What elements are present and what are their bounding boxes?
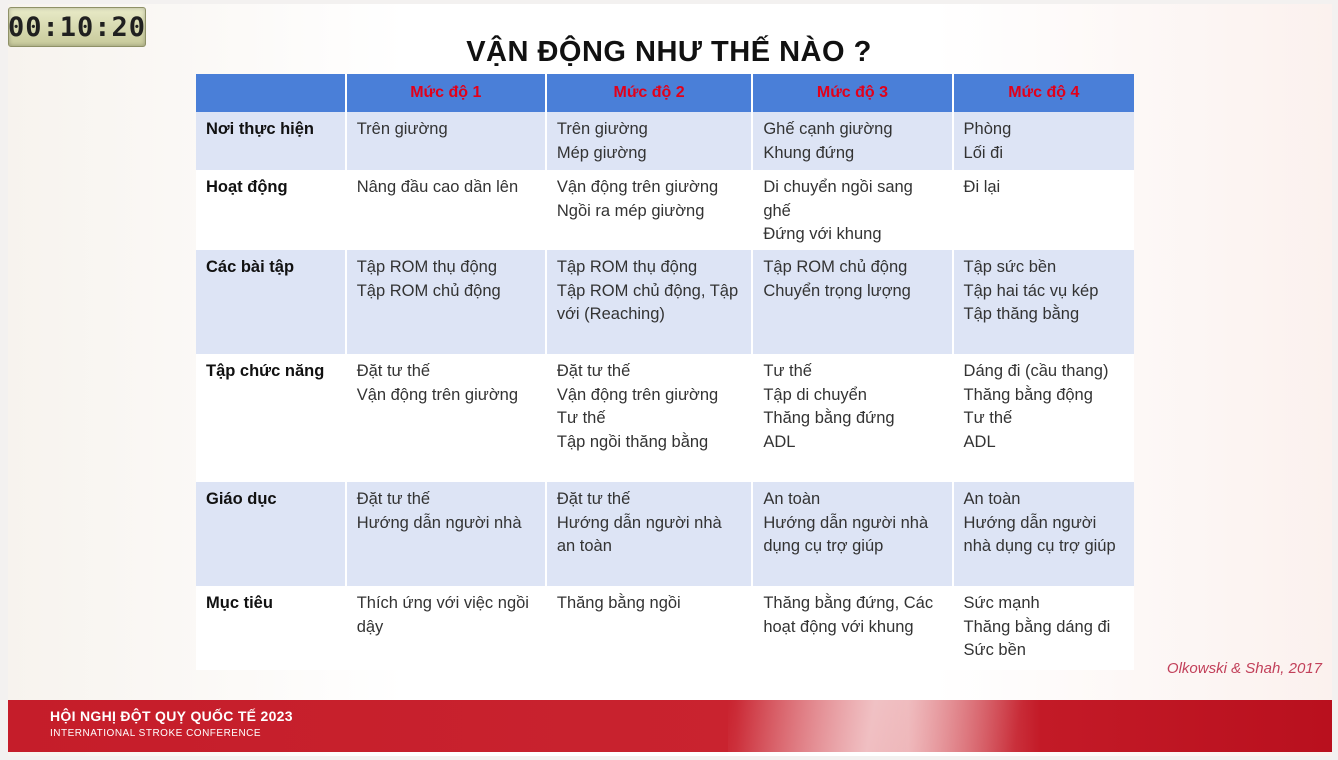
table-header-row [196, 74, 1134, 112]
header-cell-level-2: Mức độ 2 [547, 74, 753, 112]
cell-content [753, 170, 951, 247]
row-header-cell [196, 586, 347, 670]
conference-name-en: INTERNATIONAL STROKE CONFERENCE [50, 728, 262, 739]
table-cell [954, 482, 1134, 586]
cell-line: Thăng bằng dáng đi [963, 617, 1111, 636]
cell-line: Hướng dẫn người nhà an toàn [556, 513, 722, 555]
table-cell [347, 112, 547, 170]
header-cell-empty [196, 74, 347, 112]
cell-line: Di chuyển ngồi sang ghế [763, 178, 913, 220]
cell-content [954, 354, 1134, 454]
table-cell [753, 250, 953, 354]
table-body [196, 112, 1134, 670]
elapsed-timer: 00:10:20 [8, 7, 146, 47]
row-label: Nơi thực hiện [206, 120, 315, 138]
cell-line: Đặt tư thế [356, 362, 431, 380]
table-cell [347, 354, 547, 482]
table-cell [753, 354, 953, 482]
table-cell [547, 482, 753, 586]
row-header-cell [196, 170, 347, 250]
cell-line: Mép giường [556, 143, 647, 162]
cell-line: Đi lại [963, 178, 1001, 196]
cell-line: ADL [963, 432, 996, 451]
cell-content [753, 586, 951, 639]
cell-line: Nâng đầu cao dần lên [356, 178, 519, 196]
table-cell [347, 250, 547, 354]
cell-content [753, 354, 951, 454]
table-cell [753, 112, 953, 170]
table-cell [547, 170, 753, 250]
table-cell [347, 170, 547, 250]
cell-content [954, 482, 1134, 559]
cell-line: Vận động trên giường [356, 385, 518, 404]
cell-line: Đặt tư thế [356, 490, 431, 508]
cell-content [547, 354, 751, 454]
cell-line: Tập ROM thụ động [556, 258, 698, 276]
table-row [196, 112, 1134, 170]
cell-line: Hướng dẫn người nhà dụng cụ trợ giúp [963, 513, 1116, 555]
table-cell [547, 354, 753, 482]
cell-content [547, 586, 751, 616]
cell-line: Thăng bằng động [963, 385, 1093, 404]
cell-line: Vận động trên giường [556, 178, 719, 196]
table-row [196, 170, 1134, 250]
cell-line: An toàn [763, 490, 821, 508]
cell-line: Ngồi ra mép giường [556, 201, 705, 220]
table-cell [547, 586, 753, 670]
cell-line: Tập ngồi thăng bằng [556, 432, 709, 451]
row-header-cell [196, 112, 347, 170]
cell-line: Chuyển trọng lượng [763, 281, 911, 300]
cell-content [547, 170, 751, 223]
table-cell [954, 586, 1134, 670]
cell-line: Tập sức bền [963, 258, 1057, 276]
cell-line: Ghế cạnh giường [763, 120, 893, 138]
row-header-cell [196, 482, 347, 586]
cell-line: Tập thăng bằng [963, 305, 1080, 323]
cell-line: Tập hai tác vụ kép [963, 281, 1099, 300]
cell-content [347, 586, 545, 639]
conference-name-vi: HỘI NGHỊ ĐỘT QUỴ QUỐC TẾ 2023 [50, 708, 293, 724]
cell-line: Tập ROM chủ động, Tập với (Reaching) [556, 281, 739, 323]
cell-line: Tư thế [963, 409, 1013, 427]
cell-content [954, 170, 1134, 200]
cell-content [547, 482, 751, 559]
cell-content [347, 354, 545, 407]
cell-line: Đứng với khung [763, 225, 882, 243]
table-cell [954, 250, 1134, 354]
table-cell [547, 250, 753, 354]
footer-decor-stripe [728, 700, 1088, 752]
cell-line: Thăng bằng ngồi [556, 594, 681, 612]
cell-line: Tập ROM chủ động [763, 258, 908, 276]
cell-line: Đặt tư thế [556, 362, 631, 380]
cell-line: Hướng dẫn người nhà dụng cụ trợ giúp [763, 513, 929, 555]
cell-content [347, 170, 545, 200]
cell-content [954, 586, 1134, 663]
cell-line: Sức mạnh [963, 594, 1040, 612]
table-cell [753, 170, 953, 250]
cell-line: Trên giường [556, 120, 648, 138]
cell-content [753, 112, 951, 165]
table-cell [347, 586, 547, 670]
cell-line: Sức bền [963, 641, 1026, 659]
cell-content [753, 482, 951, 559]
cell-line: Dáng đi (cầu thang) [963, 362, 1109, 380]
cell-content [547, 250, 751, 327]
header-cell-level-1: Mức độ 1 [347, 74, 547, 112]
cell-line: Tập ROM thụ động [356, 258, 498, 276]
header-cell-level-3: Mức độ 3 [753, 74, 953, 112]
cell-line: Trên giường [356, 120, 448, 138]
cell-line: Thích ứng với việc ngồi dậy [356, 594, 529, 636]
citation: Olkowski & Shah, 2017 [1166, 660, 1322, 677]
table-cell [753, 586, 953, 670]
cell-line: Đặt tư thế [556, 490, 631, 508]
cell-line: Hướng dẫn người nhà [356, 513, 522, 532]
row-header-cell [196, 250, 347, 354]
cell-line: Tập di chuyển [763, 385, 867, 404]
cell-line: Thăng bằng đứng, Các hoạt động với khung [763, 594, 934, 636]
table-row [196, 354, 1134, 482]
table-row [196, 250, 1134, 354]
cell-line: Tập ROM chủ động [356, 281, 501, 300]
row-header-cell [196, 354, 347, 482]
cell-line: Phòng [963, 120, 1012, 138]
cell-line: An toàn [963, 490, 1021, 508]
table-row [196, 482, 1134, 586]
table-cell [347, 482, 547, 586]
table-cell [547, 112, 753, 170]
cell-line: ADL [763, 432, 796, 451]
table-cell [753, 482, 953, 586]
row-label: Tập chức năng [206, 362, 325, 380]
cell-content [954, 112, 1134, 165]
table-row [196, 586, 1134, 670]
cell-line: Tư thế [763, 362, 812, 380]
row-label: Hoạt động [206, 178, 288, 196]
cell-content [954, 250, 1134, 327]
cell-line: Lối đi [963, 143, 1003, 162]
row-label: Các bài tập [206, 258, 295, 276]
table-cell [954, 170, 1134, 250]
row-label: Giáo dục [206, 490, 277, 508]
cell-content [347, 112, 545, 142]
cell-line: Vận động trên giường [556, 385, 719, 404]
cell-content [547, 112, 751, 165]
cell-content [347, 482, 545, 535]
slide-title: VẬN ĐỘNG NHƯ THẾ NÀO ? [466, 36, 872, 68]
cell-line: Thăng bằng đứng [763, 409, 895, 427]
cell-content [347, 250, 545, 303]
table-cell [954, 354, 1134, 482]
cell-line: Tư thế [556, 409, 606, 427]
cell-line: Khung đứng [763, 143, 855, 162]
conference-footer-banner [8, 700, 1332, 752]
exercise-level-table [196, 74, 1134, 670]
header-cell-level-4: Mức độ 4 [954, 74, 1134, 112]
row-label: Mục tiêu [206, 594, 273, 612]
table-cell [954, 112, 1134, 170]
cell-content [753, 250, 951, 303]
